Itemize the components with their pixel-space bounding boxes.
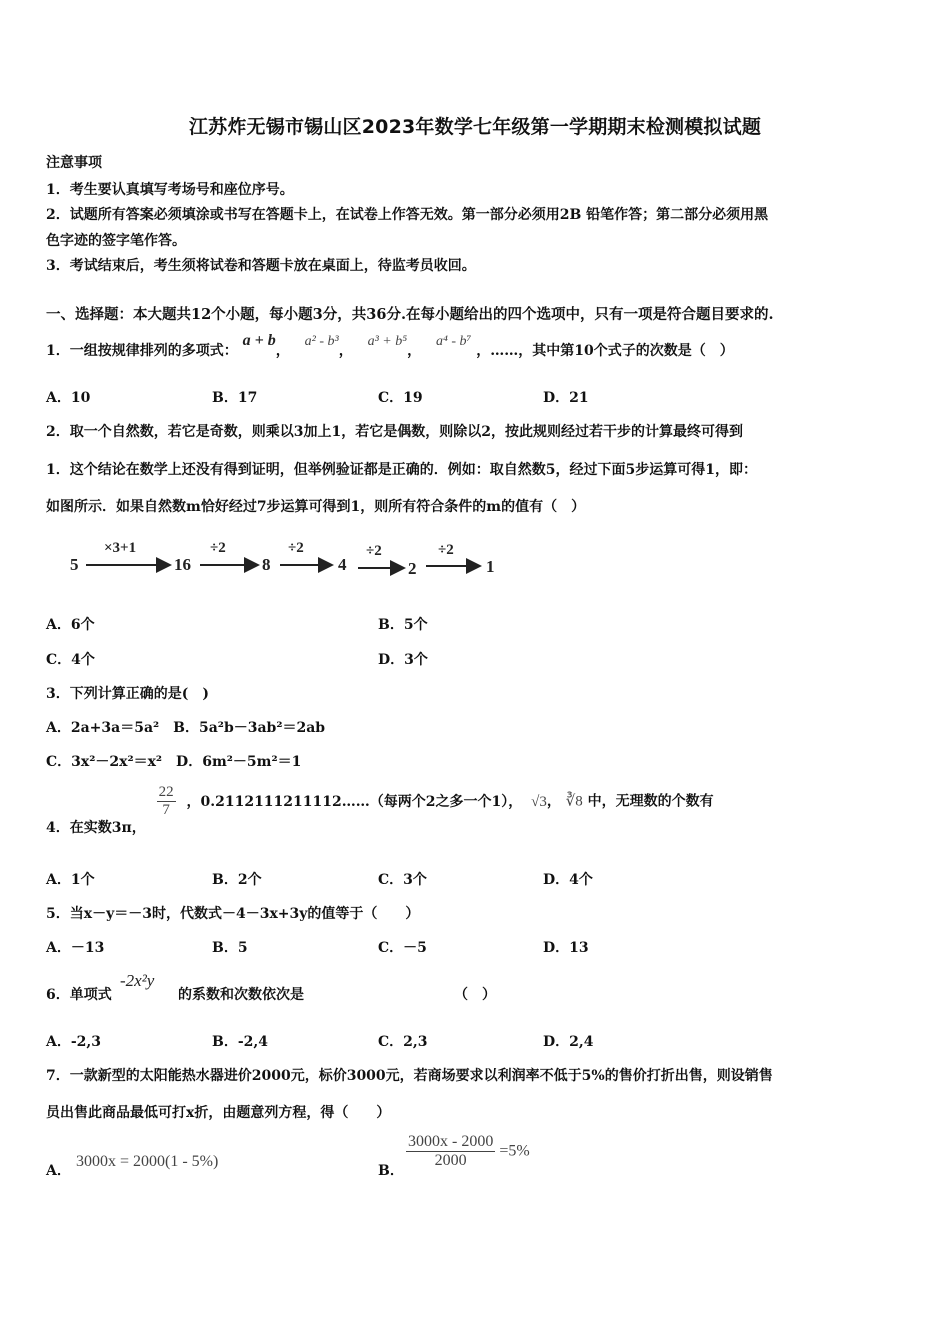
q1-term: a + b <box>242 332 276 349</box>
q5-option-d: D．13 <box>543 940 589 956</box>
q7-option-b-den: 2000 <box>434 1152 467 1169</box>
q1-suffix: ，……，其中第10个式子的次数是（ ） <box>476 343 734 359</box>
notes-item: 1．考生要认真填写考场号和座位序号。 <box>46 182 294 198</box>
q6-expression: -2x²y <box>120 971 155 990</box>
flow-number: 5 <box>70 555 79 574</box>
q5-stem: 5．当x－y＝－3时，代数式－4－3x+3y的值等于（ ） <box>46 906 420 922</box>
flow-number: 4 <box>338 555 347 574</box>
q4-suffix: 中，无理数的个数有 <box>587 793 714 810</box>
q4-middle: ，0.2112111211112……（每两个2之多一个1）， <box>186 793 523 810</box>
q3-options-row: C．3x²－2x²＝x² D．6m²－5m²＝1 <box>46 754 302 770</box>
flow-op: ÷2 <box>288 540 304 556</box>
q5-option-c: C．－5 <box>378 940 427 956</box>
q6-option-d: D．2,4 <box>543 1034 594 1050</box>
q7-line: 员出售此商品最低可打x折，由题意列方程，得（ ） <box>46 1105 391 1121</box>
q4-frac-num: 22 <box>158 784 174 800</box>
flow-op: ÷2 <box>438 542 454 558</box>
q6-option-c: C．2,3 <box>378 1034 428 1050</box>
q4-stem: 4．在实数3π， $\frac{22}{7}$ ，0.2112111211112……（每两个2之多一个1）， √3， ∛8 中，无理数的个数有 <box>46 784 714 836</box>
q1-option-c: C．19 <box>378 390 423 406</box>
q6-prefix: 6．单项式 <box>46 987 112 1003</box>
q7-option-b-expression <box>406 1133 530 1170</box>
q1-option-b: B．17 <box>212 390 258 406</box>
q3-options-row: A．2a+3a＝5a² B．5a²b－3ab²＝2ab <box>46 720 326 736</box>
q6-suffix: 的系数和次数依次是 <box>178 987 304 1003</box>
q2-option-b: B．5个 <box>378 617 428 633</box>
page-title: 江苏炸无锡市锡山区2023年数学七年级第一学期期末检测模拟试题 <box>188 116 762 138</box>
q7-option-b-num: 3000x - 2000 <box>408 1133 494 1150</box>
q2-line: 1．这个结论在数学上还没有得到证明，但举例验证都是正确的．例如：取自然数5，经过下面5步运算可得1，即： <box>46 462 757 478</box>
q2-option-c: C．4个 <box>46 652 95 668</box>
q4-frac-den: 7 <box>162 802 170 818</box>
q1-option-a: A．10 <box>46 390 91 406</box>
q5-option-b: B．5 <box>212 940 248 956</box>
flow-number: 2 <box>408 559 417 578</box>
q2-line: 2．取一个自然数，若它是奇数，则乘以3加上1，若它是偶数，则除以2，按此规则经过若干步的计算最终可得到 <box>46 424 743 440</box>
q1-term: a³ + b⁵ <box>367 334 408 349</box>
q4-fraction <box>157 784 176 819</box>
q1-prefix: 1．一组按规律排列的多项式： <box>46 343 238 359</box>
flow-op: ÷2 <box>210 540 226 556</box>
q4-option-b: B．2个 <box>212 872 262 888</box>
q1-stem: 1．一组按规律排列的多项式： a + b， a² - b³， a³ + b⁵， a⁴ - b⁷ ，……，其中第10个式子的次数是（ ） <box>46 332 734 359</box>
q1-option-d: D．21 <box>543 390 589 406</box>
section-heading: 一、选择题：本大题共12个小题，每小题3分，共36分.在每小题给出的四个选项中，只有一项是符合题目要求的. <box>46 306 774 323</box>
q2-option-a: A．6个 <box>46 617 95 633</box>
q7-option-b-fraction <box>406 1133 495 1170</box>
flow-diagram <box>70 538 510 586</box>
q4-cbrt8: ∛8 <box>565 793 583 810</box>
q7-option-a-label: A． <box>46 1163 71 1179</box>
q7-option-b-label: B． <box>378 1163 404 1179</box>
q7-option-a-expression: 3000x = 2000(1 - 5%) <box>76 1153 219 1170</box>
flow-number: 16 <box>174 555 191 574</box>
q4-option-a: A．1个 <box>46 872 95 888</box>
q4-option-c: C．3个 <box>378 872 427 888</box>
q1-term: a² - b³ <box>304 334 339 349</box>
flow-op: ÷2 <box>366 543 382 559</box>
q1-term: a⁴ - b⁷ <box>435 334 472 349</box>
notes-heading: 注意事项 <box>46 155 102 171</box>
flow-op: ×3+1 <box>104 540 137 556</box>
q7-line: 7．一款新型的太阳能热水器进价2000元，标价3000元，若商场要求以利润率不低于5%的售价打折出售，则设销售 <box>46 1068 773 1084</box>
q3-stem: 3．下列计算正确的是( ) <box>46 686 209 702</box>
q7-option-b-rhs: =5% <box>499 1142 530 1160</box>
q6-paren: （ ） <box>454 987 496 1003</box>
q4-prefix: 4．在实数3π， <box>46 819 146 836</box>
notes-item: 3．考试结束后，考生须将试卷和答题卡放在桌面上，待监考员收回。 <box>46 258 476 274</box>
flow-number: 8 <box>262 555 271 574</box>
q6-option-b: B．-2,4 <box>212 1034 268 1050</box>
notes-item: 2．试题所有答案必须填涂或书写在答题卡上，在试卷上作答无效。第一部分必须用2B 铅笔作答；第二部分必须用黑 <box>46 207 769 223</box>
q6-option-a: A．-2,3 <box>46 1034 102 1050</box>
q4-option-d: D．4个 <box>543 872 593 888</box>
q2-line: 如图所示．如果自然数m恰好经过7步运算可得到1，则所有符合条件的m的值有（ ） <box>46 499 586 515</box>
q2-option-d: D．3个 <box>378 652 428 668</box>
q5-option-a: A．－13 <box>46 940 105 956</box>
q4-sqrt3: √3 <box>531 793 547 810</box>
flow-number: 1 <box>486 557 495 576</box>
notes-item: 色字迹的签字笔作答。 <box>46 233 186 249</box>
